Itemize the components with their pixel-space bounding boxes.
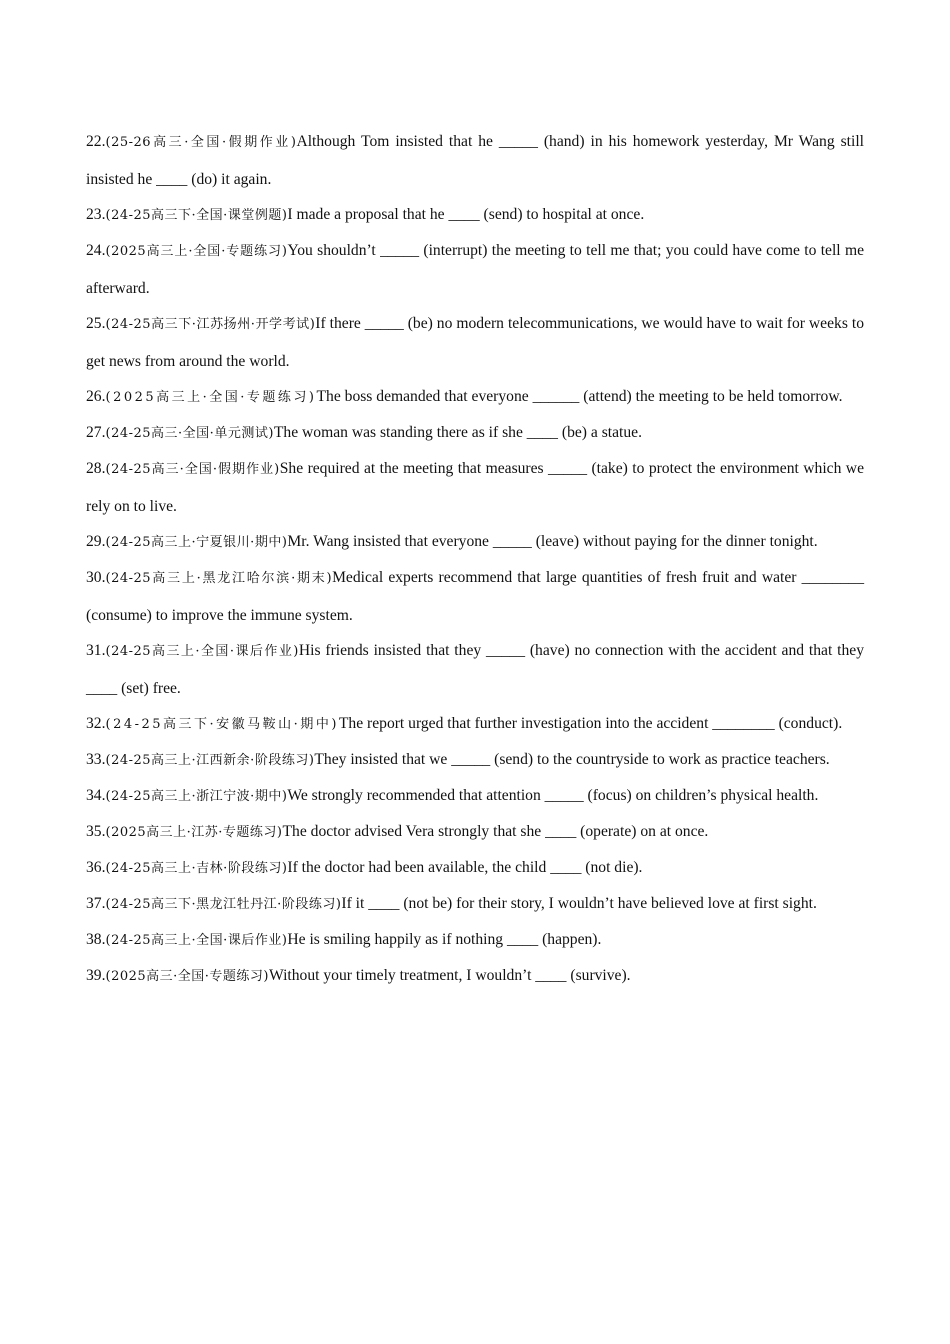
question-source: (2025高三上·江苏·专题练习) — [105, 825, 283, 840]
question-number: 30. — [86, 569, 106, 586]
question-text: If it ____ (not be) for their story, I wouldn’t have believed love at first sight. — [341, 895, 817, 912]
question-32 — [86, 705, 864, 743]
question-text: Medical experts recommend that large quantities of fresh fruit and water ________ (consume) to improve the immune system. — [86, 569, 864, 624]
question-23 — [86, 196, 864, 234]
question-number: 23. — [86, 206, 106, 223]
question-number: 36. — [86, 859, 106, 876]
question-38 — [86, 921, 864, 959]
question-number: 26. — [86, 388, 106, 405]
question-number: 25. — [86, 315, 106, 332]
question-text: The doctor advised Vera strongly that she ____ (operate) on at once. — [282, 823, 709, 840]
question-number: 34. — [86, 787, 106, 804]
question-source: (24-25高三·全国·单元测试) — [105, 426, 274, 441]
question-source: (24-25高三下·江苏扬州·开学考试) — [105, 317, 316, 332]
question-source: (2025高三上·全国·专题练习) — [105, 244, 288, 259]
question-source: (24-25高三上·全国·课后作业) — [105, 933, 288, 948]
question-text: If the doctor had been available, the child ____ (not die). — [287, 859, 643, 876]
question-number: 31. — [86, 642, 106, 659]
question-source: (24-25高三上·浙江宁波·期中) — [105, 789, 288, 804]
question-number: 24. — [86, 242, 106, 259]
question-number: 33. — [86, 751, 106, 768]
question-text: The woman was standing there as if she ____ (be) a statue. — [273, 424, 642, 441]
question-25 — [86, 305, 864, 380]
question-source: (24-25高三下·安徽马鞍山·期中) — [105, 717, 339, 732]
question-number: 22. — [86, 133, 106, 150]
question-number: 29. — [86, 533, 106, 550]
question-number: 28. — [86, 460, 106, 477]
question-text: His friends insisted that they _____ (have) no connection with the accident and that they ____ (set) free. — [86, 642, 864, 697]
question-text: He is smiling happily as if nothing ____ (happen). — [287, 931, 602, 948]
question-text: Without your timely treatment, I wouldn’t ____ (survive). — [269, 967, 631, 984]
question-number: 27. — [86, 424, 106, 441]
question-text: She required at the meeting that measures _____ (take) to protect the environment which we rely on to live. — [86, 460, 864, 515]
question-27 — [86, 414, 864, 452]
question-number: 35. — [86, 823, 106, 840]
question-text: We strongly recommended that attention _____ (focus) on children’s physical health. — [287, 787, 819, 804]
question-26 — [86, 378, 864, 416]
question-text: I made a proposal that he ____ (send) to hospital at once. — [287, 206, 645, 223]
question-29 — [86, 523, 864, 561]
question-text: The boss demanded that everyone ______ (attend) the meeting to be held tomorrow. — [316, 388, 843, 405]
question-33 — [86, 741, 864, 779]
question-text: You shouldn’t _____ (interrupt) the meeting to tell me that; you could have come to tell me afterward. — [86, 242, 864, 297]
question-source: (24-25高三上·江西新余·阶段练习) — [105, 753, 315, 768]
question-30 — [86, 559, 864, 634]
question-source: (24-25高三上·宁夏银川·期中) — [105, 535, 288, 550]
question-28 — [86, 450, 864, 525]
question-text: If there _____ (be) no modern telecommunications, we would have to wait for weeks to get news from around the world. — [86, 315, 864, 370]
document-page — [86, 123, 864, 993]
question-number: 37. — [86, 895, 106, 912]
question-source: (24-25高三下·黑龙江牡丹江·阶段练习) — [105, 897, 342, 912]
question-35 — [86, 813, 864, 851]
question-source: (24-25高三上·全国·课后作业) — [105, 644, 299, 659]
question-source: (24-25高三·全国·假期作业) — [105, 462, 280, 477]
question-text: They insisted that we _____ (send) to the countryside to work as practice teachers. — [314, 751, 830, 768]
question-text: The report urged that further investigation into the accident ________ (conduct). — [338, 715, 843, 732]
question-source: (2025高三上·全国·专题练习) — [105, 390, 317, 405]
question-34 — [86, 777, 864, 815]
question-36 — [86, 849, 864, 887]
question-text: Although Tom insisted that he _____ (hand) in his homework yesterday, Mr Wang still insisted he ____ (do) it again. — [86, 133, 864, 188]
question-39 — [86, 957, 864, 995]
question-source: (24-25高三上·吉林·阶段练习) — [105, 861, 288, 876]
question-source: (2025高三·全国·专题练习) — [105, 969, 269, 984]
question-37 — [86, 885, 864, 923]
question-source: (24-25高三上·黑龙江哈尔滨·期末) — [105, 571, 333, 586]
question-number: 38. — [86, 931, 106, 948]
question-number: 32. — [86, 715, 106, 732]
question-number: 39. — [86, 967, 106, 984]
question-text: Mr. Wang insisted that everyone _____ (leave) without paying for the dinner tonight. — [287, 533, 818, 550]
question-31 — [86, 632, 864, 707]
question-22 — [86, 123, 864, 198]
question-source: (25-26高三·全国·假期作业) — [105, 135, 297, 150]
question-24 — [86, 232, 864, 307]
question-source: (24-25高三下·全国·课堂例题) — [105, 208, 288, 223]
